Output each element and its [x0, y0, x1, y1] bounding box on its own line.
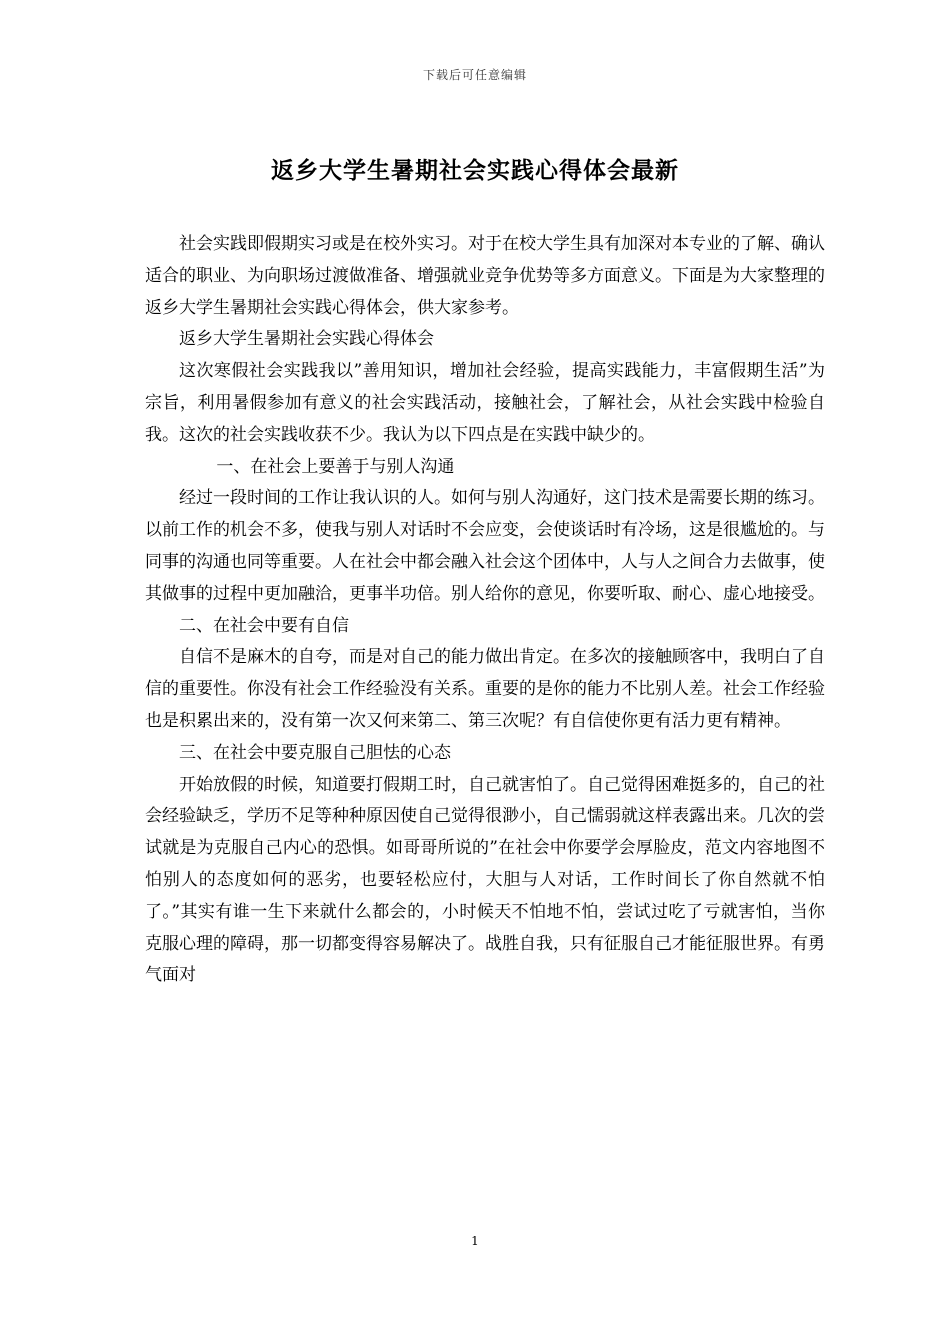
intro-paragraph: 社会实践即假期实习或是在校外实习。对于在校大学生具有加深对本专业的了解、确认适合的职业、为向职场过渡做准备、增强就业竞争优势等多方面意义。下面是为大家整理的返乡大学生暑期社会实践心得体会，供大家参考。	[145, 234, 825, 318]
page-number: 1	[471, 1234, 479, 1248]
page-header-note: 下载后可任意编辑	[422, 68, 527, 82]
section-heading-2: 二、在社会中要有自信	[179, 615, 349, 636]
body-paragraph: 自信不是麻木的自夸，而是对自己的能力做出肯定。在多次的接触顾客中，我明白了自信的重要性。你没有社会工作经验没有关系。重要的是你的能力不比别人差。社会工作经验也是积累出来的，没有第一次又何来第二、第三次呢？有自信使你更有活力更有精神。	[145, 647, 825, 731]
document-title: 返乡大学生暑期社会实践心得体会最新	[271, 158, 679, 184]
body-paragraph: 开始放假的时候，知道要打假期工时，自己就害怕了。自己觉得困难挺多的，自己的社会经验缺乏，学历不足等种种原因使自己觉得很渺小，自己懦弱就这样表露出来。几次的尝试就是为克服自己内心的恐惧。如哥哥所说的”在社会中你要学会厚脸皮，范文内容地图不怕别人的态度如何的恶劣，也要轻松应付，大胆与人对话，工作时间长了你自然就不怕了。”其实有谁一生下来就什么都会的，小时候天不怕地不怕，尝试过吃了亏就害怕，当你克服心理的障碍，那一切都变得容易解决了。战胜自我，只有征服自己才能征服世界。有勇气面对	[145, 774, 825, 986]
section-subtitle: 返乡大学生暑期社会实践心得体会	[179, 329, 434, 350]
body-paragraph: 这次寒假社会实践我以”善用知识，增加社会经验，提高实践能力，丰富假期生活”为宗旨，利用暑假参加有意义的社会实践活动，接触社会，了解社会，从社会实践中检验自我。这次的社会实践收获不少。我认为以下四点是在实践中缺少的。	[145, 361, 825, 445]
section-heading-1: 一、在社会上要善于与别人沟通	[216, 456, 455, 477]
section-heading-3: 三、在社会中要克服自己胆怯的心态	[179, 742, 451, 763]
body-paragraph: 经过一段时间的工作让我认识的人。如何与别人沟通好，这门技术是需要长期的练习。以前工作的机会不多，使我与别人对话时不会应变，会使谈话时有冷场，这是很尴尬的。与同事的沟通也同等重要。人在社会中都会融入社会这个团体中，人与人之间合力去做事，使其做事的过程中更加融洽，更事半功倍。别人给你的意见，你要听取、耐心、虚心地接受。	[145, 488, 825, 604]
document-body	[145, 229, 825, 992]
